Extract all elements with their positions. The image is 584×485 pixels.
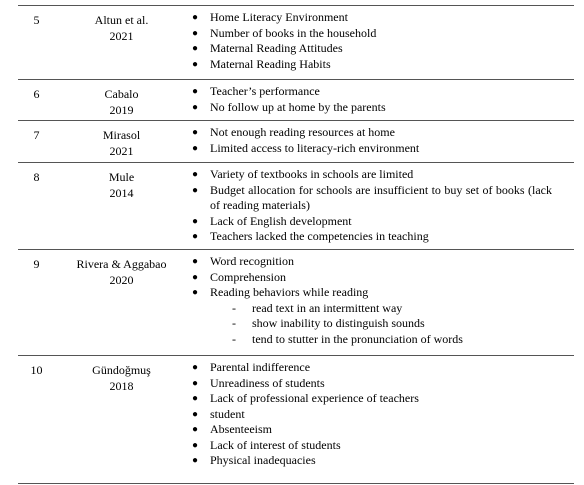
bullet-icon: ● xyxy=(192,184,199,196)
publication-year: 2014 xyxy=(109,186,134,200)
bullet-icon: ● xyxy=(192,393,199,404)
list-item xyxy=(188,214,552,230)
table-row xyxy=(18,6,574,80)
sub-list-item xyxy=(188,301,552,317)
list-item-text: Unreadiness of students xyxy=(210,375,325,390)
bullet-icon: ● xyxy=(192,169,199,180)
bullet-icon: ● xyxy=(192,58,199,70)
author-name: Mule xyxy=(108,170,135,184)
bullet-icon: ● xyxy=(192,424,199,435)
factor-list xyxy=(188,254,552,347)
bullet-icon: ● xyxy=(192,377,199,389)
factor-list xyxy=(188,360,552,469)
publication-year: 2018 xyxy=(109,379,134,393)
row-number: 7 xyxy=(33,128,40,142)
list-item-text: Word recognition xyxy=(210,254,295,268)
bullet-icon: ● xyxy=(192,287,199,298)
list-item xyxy=(188,360,552,376)
list-item-text: No follow up at home by the parents xyxy=(210,99,386,114)
bullet-icon: ● xyxy=(192,101,199,113)
list-item-text: Lack of English development xyxy=(210,213,352,228)
list-item xyxy=(188,391,552,407)
list-item-text: Teachers lacked the competencies in teaching xyxy=(210,229,429,243)
list-item xyxy=(188,407,552,423)
table-row xyxy=(18,250,574,356)
factor-list xyxy=(188,10,552,72)
list-item xyxy=(188,183,552,214)
list-item-text: Home Literacy Environment xyxy=(210,10,348,24)
list-item-text: Parental indifference xyxy=(210,360,311,374)
factor-list xyxy=(188,167,552,245)
list-item xyxy=(188,141,552,157)
author-name: Mirasol xyxy=(102,128,141,142)
list-item-text: Teacher’s performance xyxy=(210,84,320,98)
list-item-text: Maternal Reading Habits xyxy=(210,56,331,71)
list-item xyxy=(188,285,552,301)
bullet-icon: ● xyxy=(192,215,199,227)
author-cell xyxy=(68,12,175,44)
dash-bullet-icon: - xyxy=(232,316,236,330)
bullet-icon: ● xyxy=(192,12,199,23)
publication-year: 2020 xyxy=(109,273,134,287)
list-item-text: student xyxy=(210,406,245,421)
bullet-icon: ● xyxy=(192,455,199,466)
bullet-icon: ● xyxy=(192,86,199,97)
publication-year: 2019 xyxy=(109,103,134,117)
dash-bullet-icon: - xyxy=(232,300,236,315)
list-item-text: show inability to distinguish sounds xyxy=(252,316,425,330)
row-number: 8 xyxy=(33,170,40,184)
table-row xyxy=(18,80,574,121)
list-item xyxy=(188,26,552,42)
list-item-text: Number of books in the household xyxy=(210,25,377,40)
sub-list-item xyxy=(188,332,552,348)
publication-year: 2021 xyxy=(109,144,134,158)
author-cell xyxy=(68,86,175,118)
bullet-icon: ● xyxy=(192,231,199,242)
list-item-text: Lack of professional experience of teachers xyxy=(210,391,419,405)
list-item-text: Maternal Reading Attitudes xyxy=(210,41,343,55)
list-item xyxy=(188,167,552,183)
factor-list xyxy=(188,84,552,115)
author-name: Cabalo xyxy=(104,87,139,101)
row-number: 5 xyxy=(33,13,40,27)
dash-bullet-icon: - xyxy=(232,331,236,346)
list-item-text: Budget allocation for schools are insufficient to buy set of books (lack of reading materials) xyxy=(210,182,552,212)
author-name: Rivera & Aggabao xyxy=(76,257,167,271)
author-cell xyxy=(68,169,175,201)
author-cell xyxy=(68,127,175,159)
list-item-text: Physical inadequacies xyxy=(210,453,316,467)
list-item-text: Comprehension xyxy=(210,269,286,284)
list-item-text: Absenteeism xyxy=(210,422,272,436)
list-item xyxy=(188,125,552,141)
list-item xyxy=(188,422,552,438)
list-item xyxy=(188,41,552,57)
row-number: 10 xyxy=(30,363,43,377)
list-item-text: Limited access to literacy-rich environment xyxy=(210,140,420,155)
literature-table xyxy=(18,5,574,484)
bullet-icon: ● xyxy=(192,362,199,373)
table-row xyxy=(18,356,574,484)
list-item-text: read text in an intermittent way xyxy=(252,300,403,315)
row-number: 6 xyxy=(33,87,40,101)
bullet-icon: ● xyxy=(192,271,199,283)
list-item-text: Lack of interest of students xyxy=(210,437,341,452)
author-name: Gündoğmuş xyxy=(92,363,151,377)
author-cell xyxy=(68,362,175,394)
list-item xyxy=(188,100,552,116)
list-item xyxy=(188,84,552,100)
bullet-icon: ● xyxy=(192,27,199,39)
list-item-text: Variety of textbooks in schools are limited xyxy=(210,167,414,181)
author-cell xyxy=(68,256,175,288)
list-item xyxy=(188,270,552,286)
list-item xyxy=(188,438,552,454)
publication-year: 2021 xyxy=(109,29,134,43)
list-item xyxy=(188,254,552,270)
bullet-icon: ● xyxy=(192,256,199,267)
factor-list xyxy=(188,125,552,156)
table-row xyxy=(18,163,574,250)
list-item xyxy=(188,453,552,469)
author-name: Altun et al. xyxy=(94,13,149,27)
list-item-text: Not enough reading resources at home xyxy=(210,125,395,139)
bullet-icon: ● xyxy=(192,43,199,54)
bullet-icon: ● xyxy=(192,439,199,451)
sub-list-item xyxy=(188,316,552,332)
row-number: 9 xyxy=(33,257,40,271)
list-item-text: tend to stutter in the pronunciation of words xyxy=(252,331,463,346)
list-item xyxy=(188,57,552,73)
list-item xyxy=(188,10,552,26)
bullet-icon: ● xyxy=(192,142,199,154)
table-row xyxy=(18,121,574,163)
list-item xyxy=(188,376,552,392)
bullet-icon: ● xyxy=(192,127,199,138)
bullet-icon: ● xyxy=(192,408,199,420)
list-item xyxy=(188,229,552,245)
list-item-text: Reading behaviors while reading xyxy=(210,285,369,299)
